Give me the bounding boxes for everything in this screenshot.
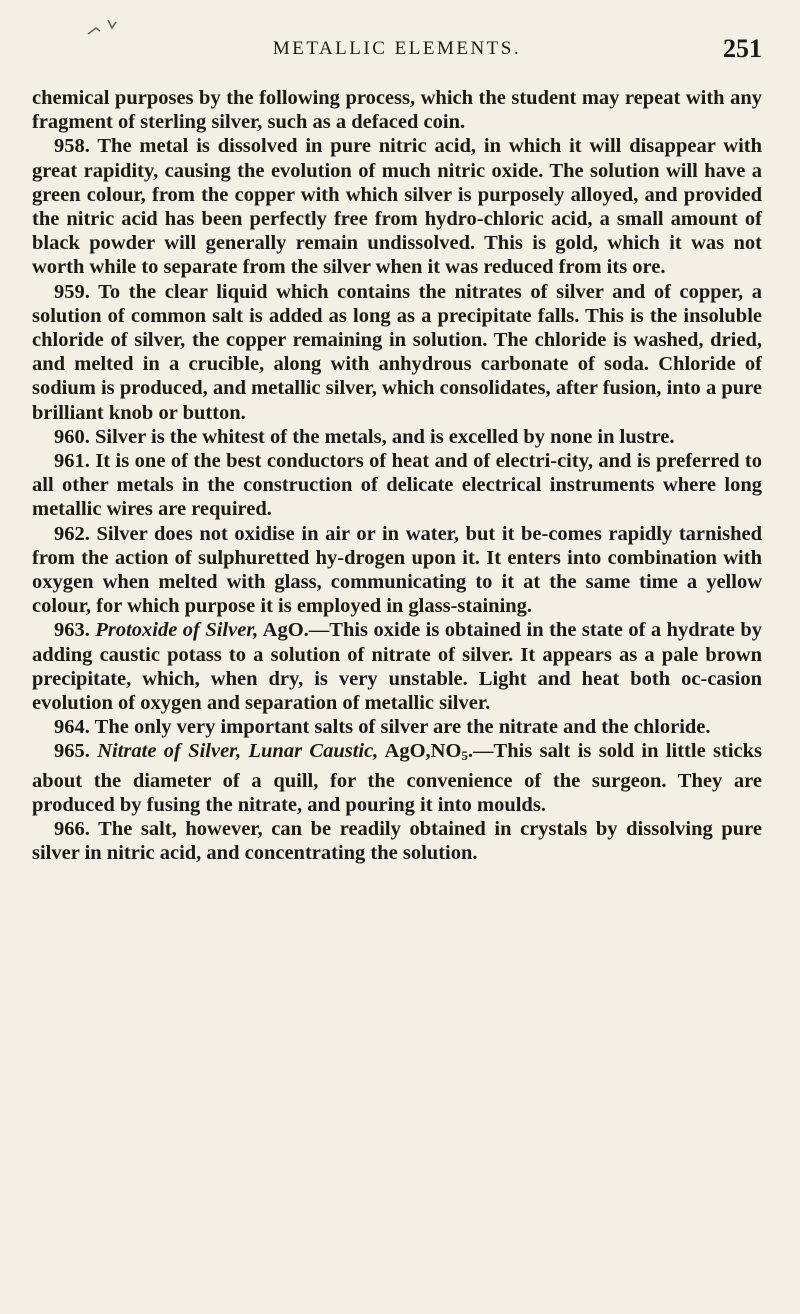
paragraph-number: 964.	[54, 716, 90, 739]
paragraph-number: 965.	[54, 740, 90, 763]
paragraph-text: —This salt is sold in little sticks about the diameter of a quill, for the convenience of the surgeon. They are produced by fusing the nitrate, and pouring it into moulds.	[32, 740, 762, 816]
page-header	[32, 0, 762, 86]
paragraph-continued	[32, 86, 762, 134]
paragraph-text: The only very important salts of silver are the nitrate and the chloride.	[94, 716, 711, 739]
chemical-formula: AgO,NO	[384, 740, 462, 763]
paragraph-958	[32, 134, 762, 279]
paragraph-number: 960.	[54, 425, 90, 448]
paragraph-963	[32, 618, 762, 715]
paragraph-text: Silver is the whitest of the metals, and is excelled by none in lustre.	[95, 425, 675, 448]
formula-subscript: 5	[461, 748, 468, 764]
paragraph-965	[32, 739, 762, 817]
paragraph-960	[32, 425, 762, 449]
paragraph-text: —This oxide is obtained in the state of a hydrate by adding caustic potass to a solution of nitrate of silver. It appears as a pale brown precipitate, which, when dry, is very unstable. Light and heat both oc-casion evolution of oxygen and separation of metallic silver.	[32, 619, 763, 715]
page-body	[32, 86, 762, 866]
paragraph-962	[32, 522, 762, 619]
chemical-formula: AgO.	[262, 619, 309, 642]
paragraph-number: 966.	[54, 818, 90, 841]
paragraph-number: 962.	[54, 522, 90, 545]
paragraph-964	[32, 715, 762, 739]
paragraph-text: The metal is dissolved in pure nitric acid, in which it will disappear with great rapidity, causing the evolution of much nitric oxide. The solution will have a green colour, from the copper with which silver is purposely alloyed, and provided the nitric acid has been perfectly free from hydro-chloric acid, a small amount of black powder will generally remain undissolved. This is gold, which it was not worth while to separate from the silver when it was reduced from its ore.	[32, 135, 763, 279]
paragraph-text: chemical purposes by the following process, which the student may repeat with any fragment of sterling silver, such as a defaced coin.	[32, 87, 762, 134]
paragraph-text: It is one of the best conductors of heat and of electri-city, and is preferred to all other metals in the construction of delicate electrical instruments where long metallic wires are required.	[32, 450, 762, 521]
paragraph-text: To the clear liquid which contains the nitrates of silver and of copper, a solution of common salt is added as long as a precipitate falls. This is the insoluble chloride of silver, the copper remaining in solution. The chloride is washed, dried, and melted in a crucible, along with anhydrous carbonate of soda. Chloride of sodium is produced, and metallic silver, which consolidates, after fusion, into a pure brilliant knob or button.	[32, 280, 762, 424]
paragraph-966	[32, 817, 762, 865]
section-heading: Nitrate of Silver, Lunar Caustic,	[97, 740, 379, 763]
running-head: METALLIC ELEMENTS.	[272, 38, 522, 59]
paragraph-961	[32, 449, 762, 522]
paragraph-959	[32, 280, 762, 425]
paragraph-number: 961.	[54, 450, 90, 473]
paragraph-number: 963.	[54, 619, 90, 642]
formula-end: .	[467, 740, 474, 763]
paragraph-text: Silver does not oxidise in air or in water, but it be-comes rapidly tarnished from the action of sulphuretted hy-drogen upon it. It enters into combination with oxygen when melted with glass, communicating to it at the same time a yellow colour, for which purpose it is employed in glass-staining.	[32, 522, 763, 618]
paragraph-text: The salt, however, can be readily obtained in crystals by dissolving pure silver in nitric acid, and concentrating the solution.	[32, 818, 762, 865]
ink-mark-icon	[86, 16, 120, 38]
section-heading: Protoxide of Silver,	[95, 619, 259, 642]
page-number: 251	[723, 34, 762, 63]
paragraph-number: 959.	[54, 280, 90, 303]
paragraph-number: 958.	[54, 135, 90, 158]
